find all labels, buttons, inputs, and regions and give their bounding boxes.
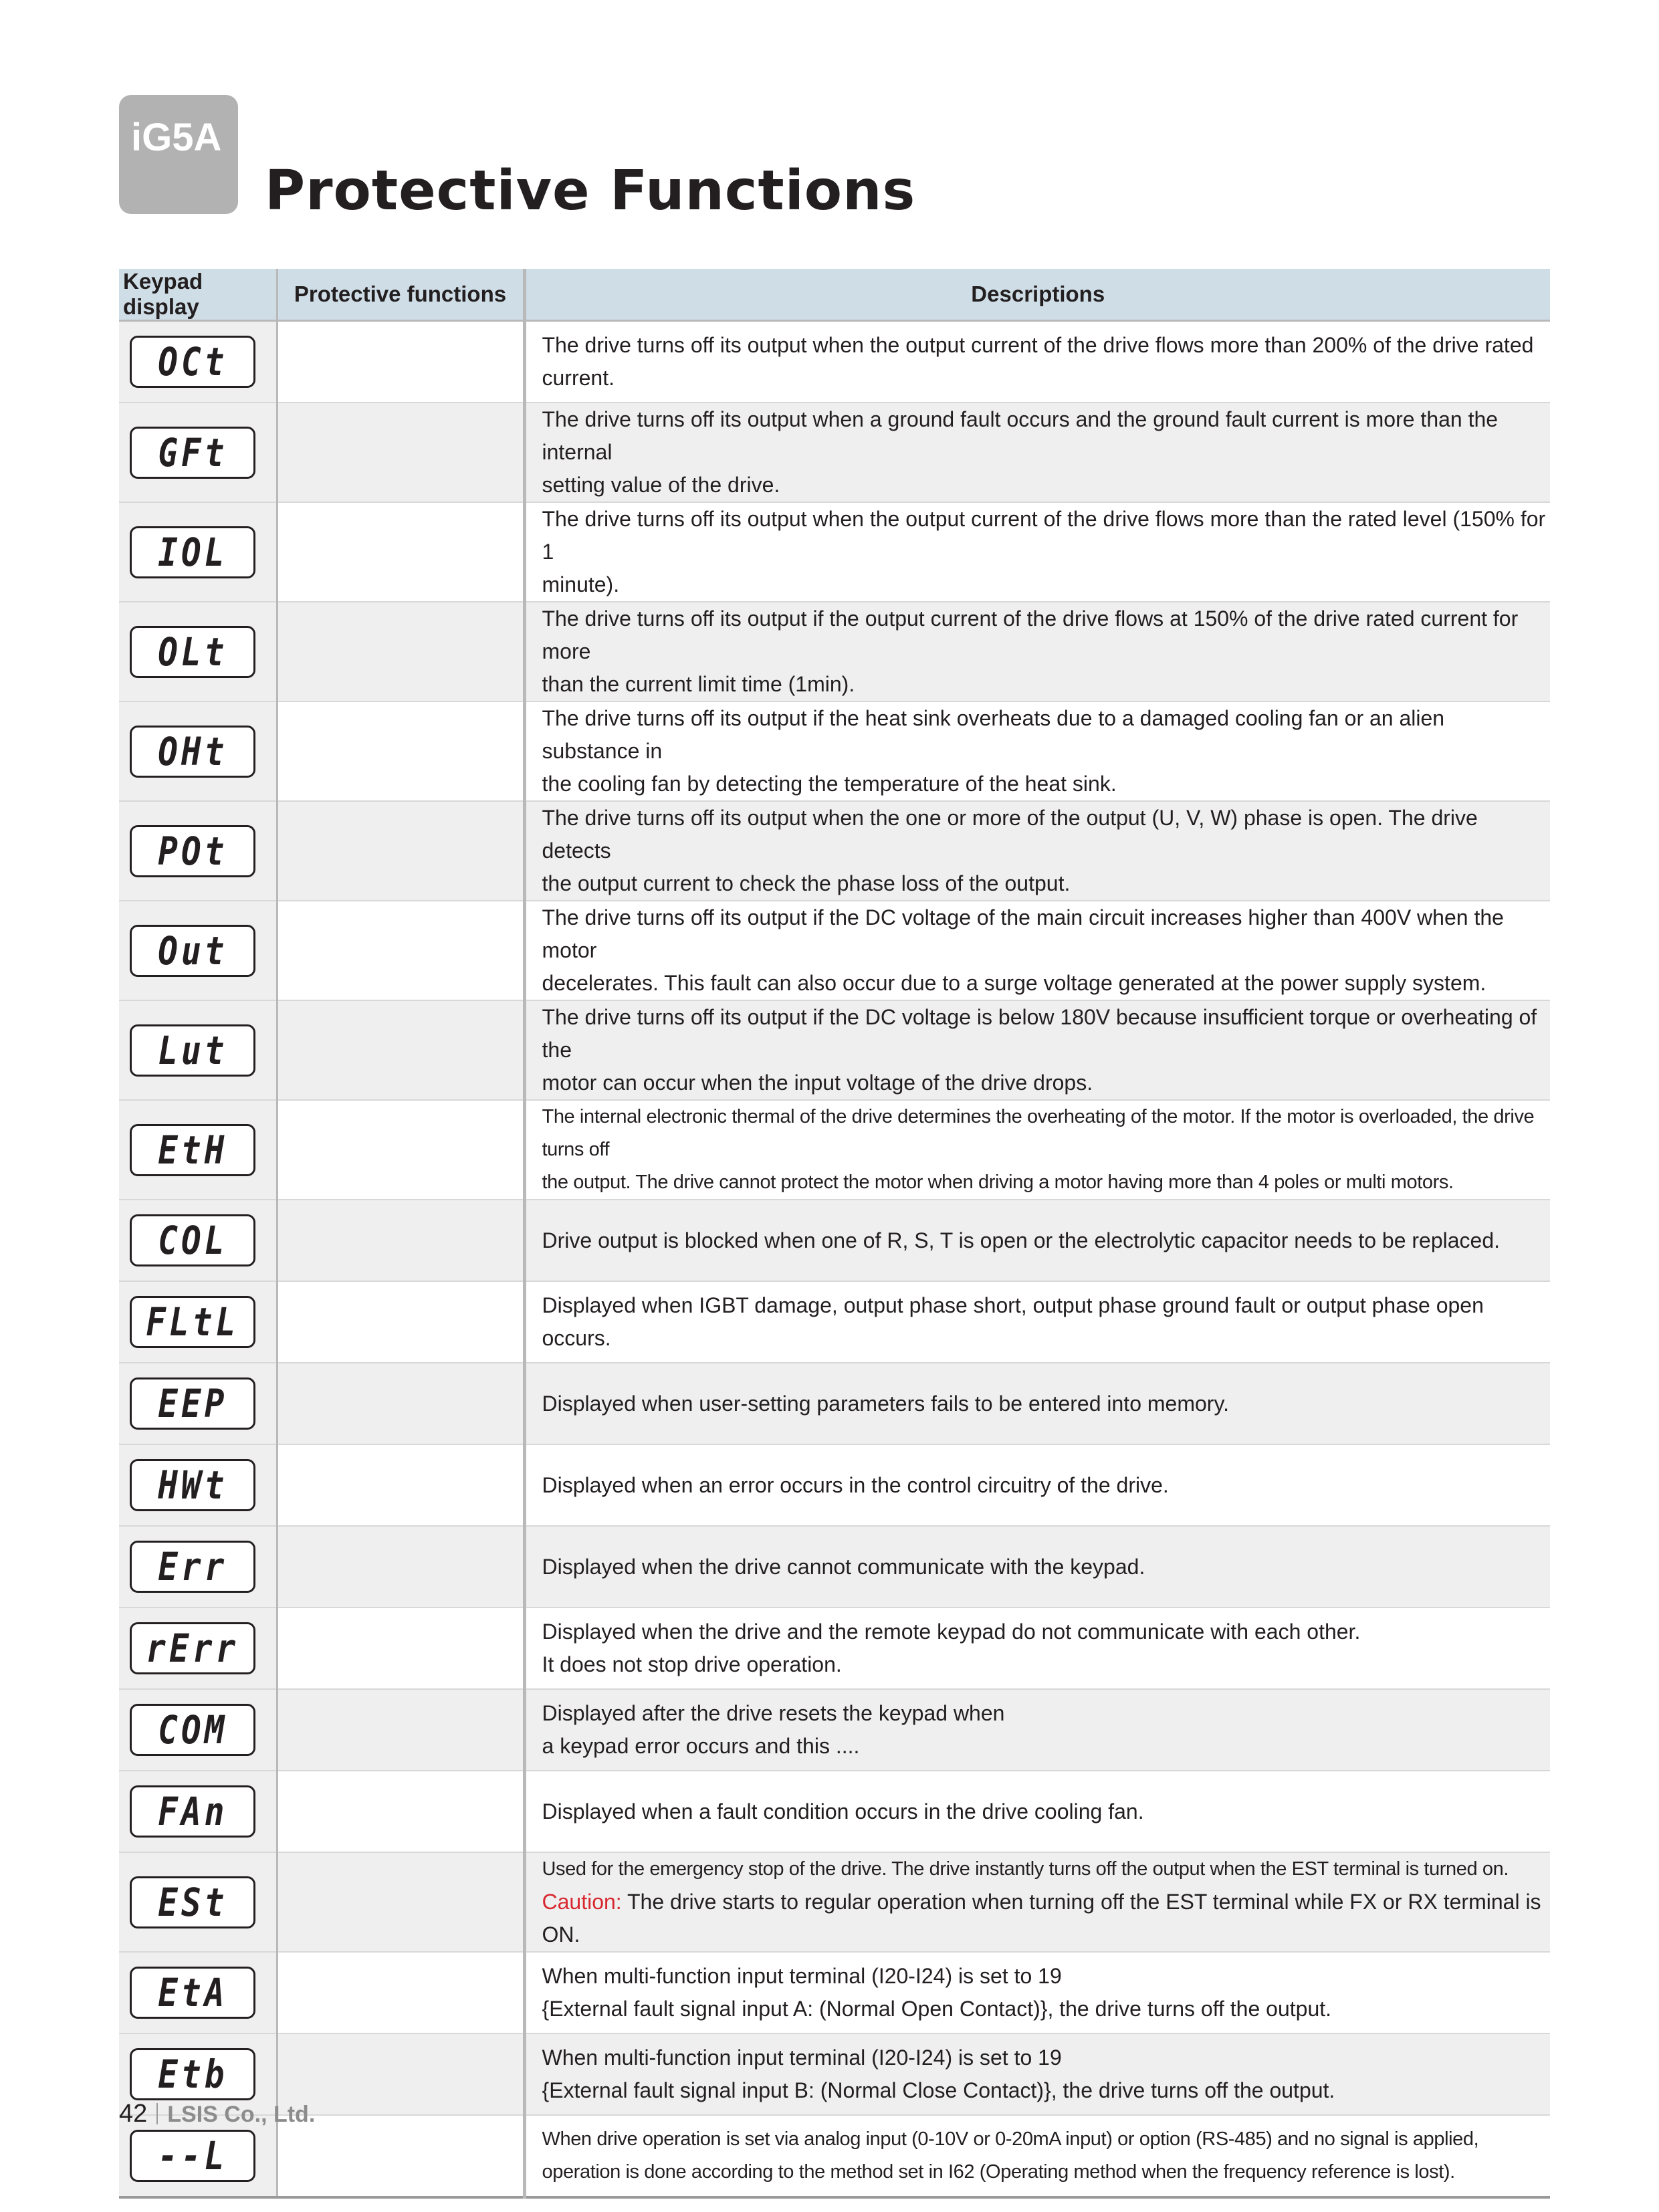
keypad-display-lcd (130, 1622, 255, 1674)
protective-function-cell (277, 1608, 524, 1689)
table-row (119, 1526, 1550, 1608)
protective-function-cell (277, 1281, 524, 1363)
lcd-code: rErr (146, 1626, 239, 1671)
page-number: 42 (119, 2100, 148, 2128)
lcd-code: FLtL (146, 1299, 239, 1345)
lcd-code: Lut (157, 1027, 228, 1073)
table-row (119, 1952, 1550, 2033)
keypad-display-lcd (130, 1296, 255, 1348)
company-name: LSIS Co., Ltd. (167, 2102, 316, 2127)
description-cell: The drive turns off its output when the output current of the drive flows more than the rated level (150% for 1 minute). (524, 502, 1550, 602)
footer-divider (156, 2103, 158, 2124)
keypad-display-lcd (130, 1377, 255, 1430)
description-cell: The drive turns off its output if the heat sink overheats due to a damaged cooling fan or an alien substance in the cooling fan by detecting the temperature of the heat sink. (524, 701, 1550, 801)
description-cell: The drive turns off its output if the DC voltage of the main circuit increases higher than 400V when the motor decelerates. This fault can also occur due to a surge voltage generated at the power supply system. (524, 901, 1550, 1000)
table-row (119, 1281, 1550, 1363)
table-row (119, 901, 1550, 1000)
table-row (119, 2033, 1550, 2115)
description-cell: The internal electronic thermal of the drive determines the overheating of the motor. If the motor is overloaded, the drive turns off the output. The drive cannot protect the motor when driving a motor having more than 4 poles or multi motors. (524, 1100, 1550, 1200)
keypad-display-lcd (130, 427, 255, 479)
protective-function-cell (277, 1852, 524, 1952)
lcd-code: POt (157, 828, 228, 874)
description-cell: Displayed when user-setting parameters fails to be entered into memory. (524, 1363, 1550, 1444)
description-cell: Displayed when IGBT damage, output phase short, output phase ground fault or output phase open occurs. (524, 1281, 1550, 1363)
table-header-row (119, 269, 1550, 321)
protective-function-cell (277, 901, 524, 1000)
protective-function-cell (277, 602, 524, 701)
table-row (119, 1444, 1550, 1526)
header-keypad-display: Keypad display (119, 269, 277, 321)
lcd-code: OCt (157, 339, 228, 384)
table-row (119, 403, 1550, 502)
table-row (119, 2115, 1550, 2197)
keypad-display-lcd (130, 336, 255, 388)
table-row (119, 1000, 1550, 1100)
description-cell: The drive turns off its output when the output current of the drive flows more than 200% of the drive rated current. (524, 321, 1550, 403)
page-footer (119, 2100, 315, 2128)
protective-function-cell (277, 1100, 524, 1200)
protective-function-cell (277, 502, 524, 602)
lcd-code: --L (157, 2133, 228, 2179)
protective-function-cell (277, 1000, 524, 1100)
description-cell: Displayed after the drive resets the keypad when a keypad error occurs and this .... (524, 1689, 1550, 1771)
page-title: Protective Functions (265, 159, 916, 223)
keypad-display-lcd (130, 1124, 255, 1176)
description-cell: The drive turns off its output if the output current of the drive flows at 150% of the drive rated current for more than the current limit time (1min). (524, 602, 1550, 701)
protective-function-cell (277, 403, 524, 502)
keypad-display-lcd (130, 1876, 255, 1928)
table-row (119, 701, 1550, 801)
description-cell: When drive operation is set via analog input (0-10V or 0-20mA input) or option (RS-485) and no signal is applied, operation is done according to the method set in I62 (Operating method when the frequency reference is lost). (524, 2115, 1550, 2197)
table-row (119, 1363, 1550, 1444)
protective-function-cell (277, 1771, 524, 1852)
lcd-code: EtH (157, 1127, 228, 1173)
description-cell: The drive turns off its output if the DC voltage is below 180V because insufficient torque or overheating of the motor can occur when the input voltage of the drive drops. (524, 1000, 1550, 1100)
lcd-code: OLt (157, 629, 228, 675)
lcd-code: COL (157, 1218, 228, 1263)
lcd-code: IOL (157, 529, 228, 575)
protective-function-cell (277, 1526, 524, 1608)
table-row (119, 1608, 1550, 1689)
description-cell: Displayed when the drive and the remote keypad do not communicate with each other. It does not stop drive operation. (524, 1608, 1550, 1689)
lcd-code: EtA (157, 1970, 228, 2015)
lcd-code: Out (157, 927, 228, 974)
keypad-display-lcd (130, 2130, 255, 2182)
protective-function-cell (277, 1363, 524, 1444)
protective-function-cell (277, 801, 524, 901)
keypad-display-lcd (130, 2048, 255, 2100)
description-cell: The drive turns off its output when the one or more of the output (U, V, W) phase is open. The drive detects the output current to check the phase loss of the output. (524, 801, 1550, 901)
keypad-display-lcd (130, 1459, 255, 1511)
keypad-display-lcd (130, 1214, 255, 1266)
table-row (119, 801, 1550, 901)
description-cell: Displayed when the drive cannot communicate with the keypad. (524, 1526, 1550, 1608)
table-row (119, 1100, 1550, 1200)
keypad-display-lcd (130, 925, 255, 977)
description-cell: The drive turns off its output when a ground fault occurs and the ground fault current is more than the internal setting value of the drive. (524, 403, 1550, 502)
keypad-display-lcd (130, 526, 255, 578)
table-row (119, 1852, 1550, 1952)
keypad-display-lcd (130, 1024, 255, 1077)
protective-function-cell (277, 701, 524, 801)
protective-function-cell (277, 1200, 524, 1281)
header-protective-functions: Protective functions (277, 269, 524, 321)
table-row (119, 1771, 1550, 1852)
keypad-display-lcd (130, 1967, 255, 2019)
protective-functions-table (119, 269, 1550, 2199)
model-badge-label: iG5A (131, 116, 222, 159)
table-row (119, 1689, 1550, 1771)
keypad-display-lcd (130, 1541, 255, 1593)
keypad-display-lcd (130, 726, 255, 778)
lcd-code: ESt (157, 1879, 228, 1925)
lcd-code: Etb (157, 2052, 228, 2097)
table-row (119, 602, 1550, 701)
description-cell: Displayed when a fault condition occurs in the drive cooling fan. (524, 1771, 1550, 1852)
lcd-code: Err (157, 1544, 228, 1589)
model-badge (119, 95, 238, 214)
protective-function-cell (277, 1444, 524, 1526)
caution-label: Caution: (542, 1890, 622, 1914)
lcd-code: HWt (157, 1462, 228, 1508)
description-cell: Displayed when an error occurs in the control circuitry of the drive. (524, 1444, 1550, 1526)
keypad-display-lcd (130, 1704, 255, 1756)
keypad-display-lcd (130, 825, 255, 877)
lcd-code: COM (157, 1707, 228, 1753)
table-row (119, 321, 1550, 403)
keypad-display-lcd (130, 626, 255, 678)
protective-function-cell (277, 1689, 524, 1771)
header-descriptions: Descriptions (524, 269, 1550, 321)
table-row (119, 1200, 1550, 1281)
protective-function-cell (277, 1952, 524, 2033)
description-cell: When multi-function input terminal (I20-I24) is set to 19 {External fault signal input A: (Normal Open Contact)}, the drive turns off the output. (524, 1952, 1550, 2033)
lcd-code: EEP (157, 1381, 228, 1426)
lcd-code: OHt (157, 728, 228, 774)
description-cell: Drive output is blocked when one of R, S, T is open or the electrolytic capacitor needs to be replaced. (524, 1200, 1550, 1281)
description-cell: When multi-function input terminal (I20-I24) is set to 19 {External fault signal input B: (Normal Close Contact)}, the drive turns off the output. (524, 2033, 1550, 2115)
description-cell: Used for the emergency stop of the drive. The drive instantly turns off the output when the EST terminal is turned on. Caution: The drive starts to regular operation when turning off the EST terminal while FX or RX terminal is ON. (524, 1852, 1550, 1952)
lcd-code: FAn (157, 1789, 228, 1834)
lcd-code: GFt (157, 429, 228, 475)
keypad-display-lcd (130, 1785, 255, 1838)
table-row (119, 502, 1550, 602)
protective-function-cell (277, 321, 524, 403)
